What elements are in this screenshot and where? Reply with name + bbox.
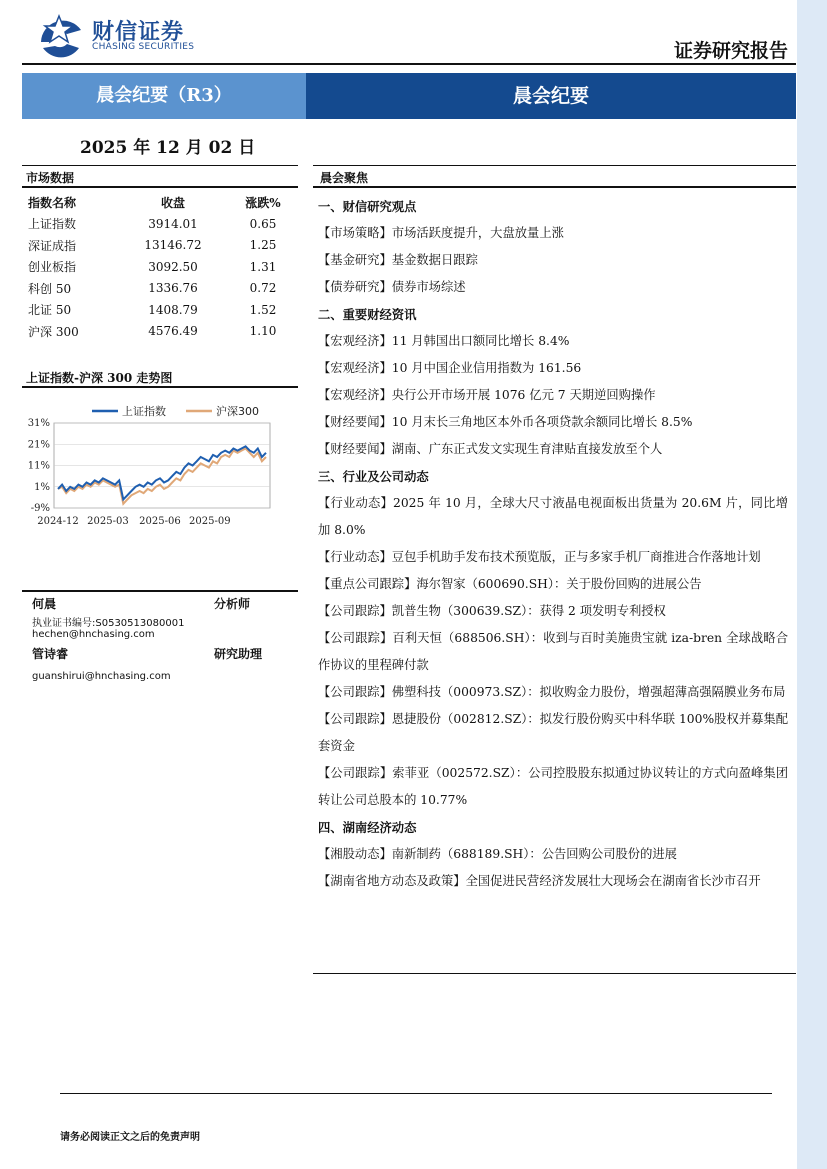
focus-item: 【重点公司跟踪】海尔智家（600690.SH）：关于股份回购的进展公告 <box>318 577 702 591</box>
index-close: 1408.79 <box>148 302 198 317</box>
analyst-license: 执业证书编号:S0530513080001 <box>32 618 185 629</box>
disclaimer-text: 请务必阅读正文之后的免责声明 <box>60 1132 200 1143</box>
y-tick-label: 11% <box>27 460 50 472</box>
index-name: 北证 50 <box>28 303 72 318</box>
section-rule <box>22 186 298 188</box>
index-change: 1.31 <box>249 259 277 274</box>
focus-item: 【公司跟踪】凯普生物（300639.SZ）：获得 2 项发明专利授权 <box>318 604 666 618</box>
focus-item: 【财经要闻】湖南、广东正式发文实现生育津贴直接发放至个人 <box>318 442 663 456</box>
focus-item: 【市场策略】市场活跃度提升，大盘放量上涨 <box>318 226 564 240</box>
index-change: 0.65 <box>249 216 277 231</box>
report-type-label: 证券研究报告 <box>673 40 788 62</box>
index-name: 科创 50 <box>28 281 72 296</box>
focus-item: 【基金研究】基金数据日跟踪 <box>318 253 478 267</box>
col-header-close: 收盘 <box>160 196 185 210</box>
focus-item: 【行业动态】豆包手机助手发布技术预览版，正与多家手机厂商推进合作落地计划 <box>318 550 761 564</box>
section-rule <box>313 186 796 188</box>
focus-section-heading: 一、财信研究观点 <box>318 199 417 214</box>
assistant-role: 研究助理 <box>214 647 263 661</box>
index-change: 1.52 <box>249 302 277 317</box>
banner-report-series: 晨会纪要（R3） <box>22 73 306 119</box>
x-tick-label: 2024-12 <box>37 516 79 527</box>
brand-name-cn: 财信证券 <box>92 20 185 45</box>
section-rule <box>22 165 298 166</box>
index-trend-chart <box>22 395 298 535</box>
focus-item: 【债券研究】债券市场综述 <box>318 280 466 294</box>
focus-section-heading: 二、重要财经资讯 <box>318 307 417 322</box>
section-rule <box>22 386 298 388</box>
y-tick-label: -9% <box>30 503 50 514</box>
focus-item: 【公司跟踪】百利天恒（688506.SH）：收到与百时美施贵宝就 iza-bren 全球战略合作协议的里程碑付款 <box>318 631 788 672</box>
y-tick-label: 21% <box>27 439 50 451</box>
y-tick-label: 31% <box>27 418 50 429</box>
chart-title: 上证指数-沪深 300 走势图 <box>26 371 173 385</box>
y-tick-label: 1% <box>34 481 50 493</box>
index-close: 3914.01 <box>148 216 198 231</box>
legend-label: 沪深300 <box>216 405 259 418</box>
report-date: 2025 年 12 月 02 日 <box>80 138 256 158</box>
focus-item: 【湖南省地方动态及政策】全国促进民营经济发展壮大现场会在湖南省长沙市召开 <box>318 874 761 888</box>
brand-name-en: CHASING SECURITIES <box>92 42 195 52</box>
series-line <box>58 446 266 499</box>
focus-list <box>318 193 788 895</box>
index-name: 沪深 300 <box>28 324 79 339</box>
x-tick-label: 2025-06 <box>139 516 181 527</box>
table-row <box>22 256 303 278</box>
focus-item: 【宏观经济】11 月韩国出口额同比增长 8.4% <box>318 334 570 348</box>
index-name: 创业板指 <box>28 260 77 275</box>
legend-label: 上证指数 <box>122 405 166 418</box>
analyst-email[interactable]: hechen@hnchasing.com <box>32 629 155 640</box>
index-change: 0.72 <box>249 281 277 296</box>
focus-item: 【宏观经济】央行公开市场开展 1076 亿元 7 天期逆回购操作 <box>318 388 656 402</box>
focus-item: 【财经要闻】10 月末长三角地区本外币各项贷款余额同比增长 8.5% <box>318 415 693 429</box>
index-name: 上证指数 <box>28 217 77 232</box>
table-row <box>22 299 303 321</box>
logo-icon <box>37 12 85 58</box>
table-row <box>22 321 303 343</box>
index-change: 1.10 <box>249 324 277 339</box>
series-line <box>58 449 266 504</box>
index-close: 1336.76 <box>148 281 198 296</box>
x-tick-label: 2025-03 <box>87 516 129 527</box>
index-name: 深证成指 <box>28 238 77 253</box>
x-tick-label: 2025-09 <box>189 516 231 527</box>
table-row <box>22 213 303 235</box>
focus-item: 【宏观经济】10 月中国企业信用指数为 161.56 <box>318 361 582 375</box>
index-change: 1.25 <box>249 238 277 253</box>
market-data-table <box>22 192 303 342</box>
side-decoration-stripe <box>797 0 827 1169</box>
focus-item: 【行业动态】2025 年 10 月，全球大尺寸液晶电视面板出货量为 20.6M 片，同比增加 8.0% <box>318 496 788 537</box>
section-rule <box>22 590 298 592</box>
analyst-role: 分析师 <box>214 597 251 611</box>
focus-title: 晨会聚焦 <box>320 171 369 185</box>
footer-rule <box>60 1093 772 1094</box>
focus-item: 【公司跟踪】索菲亚（002572.SZ）：公司控股股东拟通过协议转让的方式向盈峰集团转让公司总股本的 10.77% <box>318 766 788 807</box>
banner-report-title: 晨会纪要 <box>306 73 796 119</box>
header-rule <box>22 63 796 65</box>
table-row <box>22 235 303 257</box>
focus-section-heading: 三、行业及公司动态 <box>318 469 429 484</box>
col-header-index-name: 指数名称 <box>28 196 77 210</box>
index-close: 3092.50 <box>148 259 198 274</box>
analyst-name: 何晨 <box>32 597 57 611</box>
section-rule <box>313 165 796 166</box>
table-header-row <box>22 192 303 213</box>
col-header-change: 涨跌% <box>245 196 281 210</box>
focus-section-heading: 四、湖南经济动态 <box>318 820 417 835</box>
index-close: 4576.49 <box>148 324 198 339</box>
focus-item: 【公司跟踪】恩捷股份（002812.SZ）：拟发行股份购买中科华联 100%股权并募集配套资金 <box>318 712 788 753</box>
focus-item: 【公司跟踪】佛塑科技（000973.SZ）：拟收购金力股份，增强超薄高强隔膜业务布局 <box>318 685 786 699</box>
table-row <box>22 278 303 300</box>
index-close: 13146.72 <box>144 238 202 253</box>
market-data-title: 市场数据 <box>26 171 75 185</box>
focus-item: 【湘股动态】南新制药（688189.SH）：公告回购公司股份的进展 <box>318 847 677 861</box>
section-rule <box>313 973 796 974</box>
assistant-name: 管诗睿 <box>32 647 69 661</box>
assistant-email[interactable]: guanshirui@hnchasing.com <box>32 671 171 682</box>
